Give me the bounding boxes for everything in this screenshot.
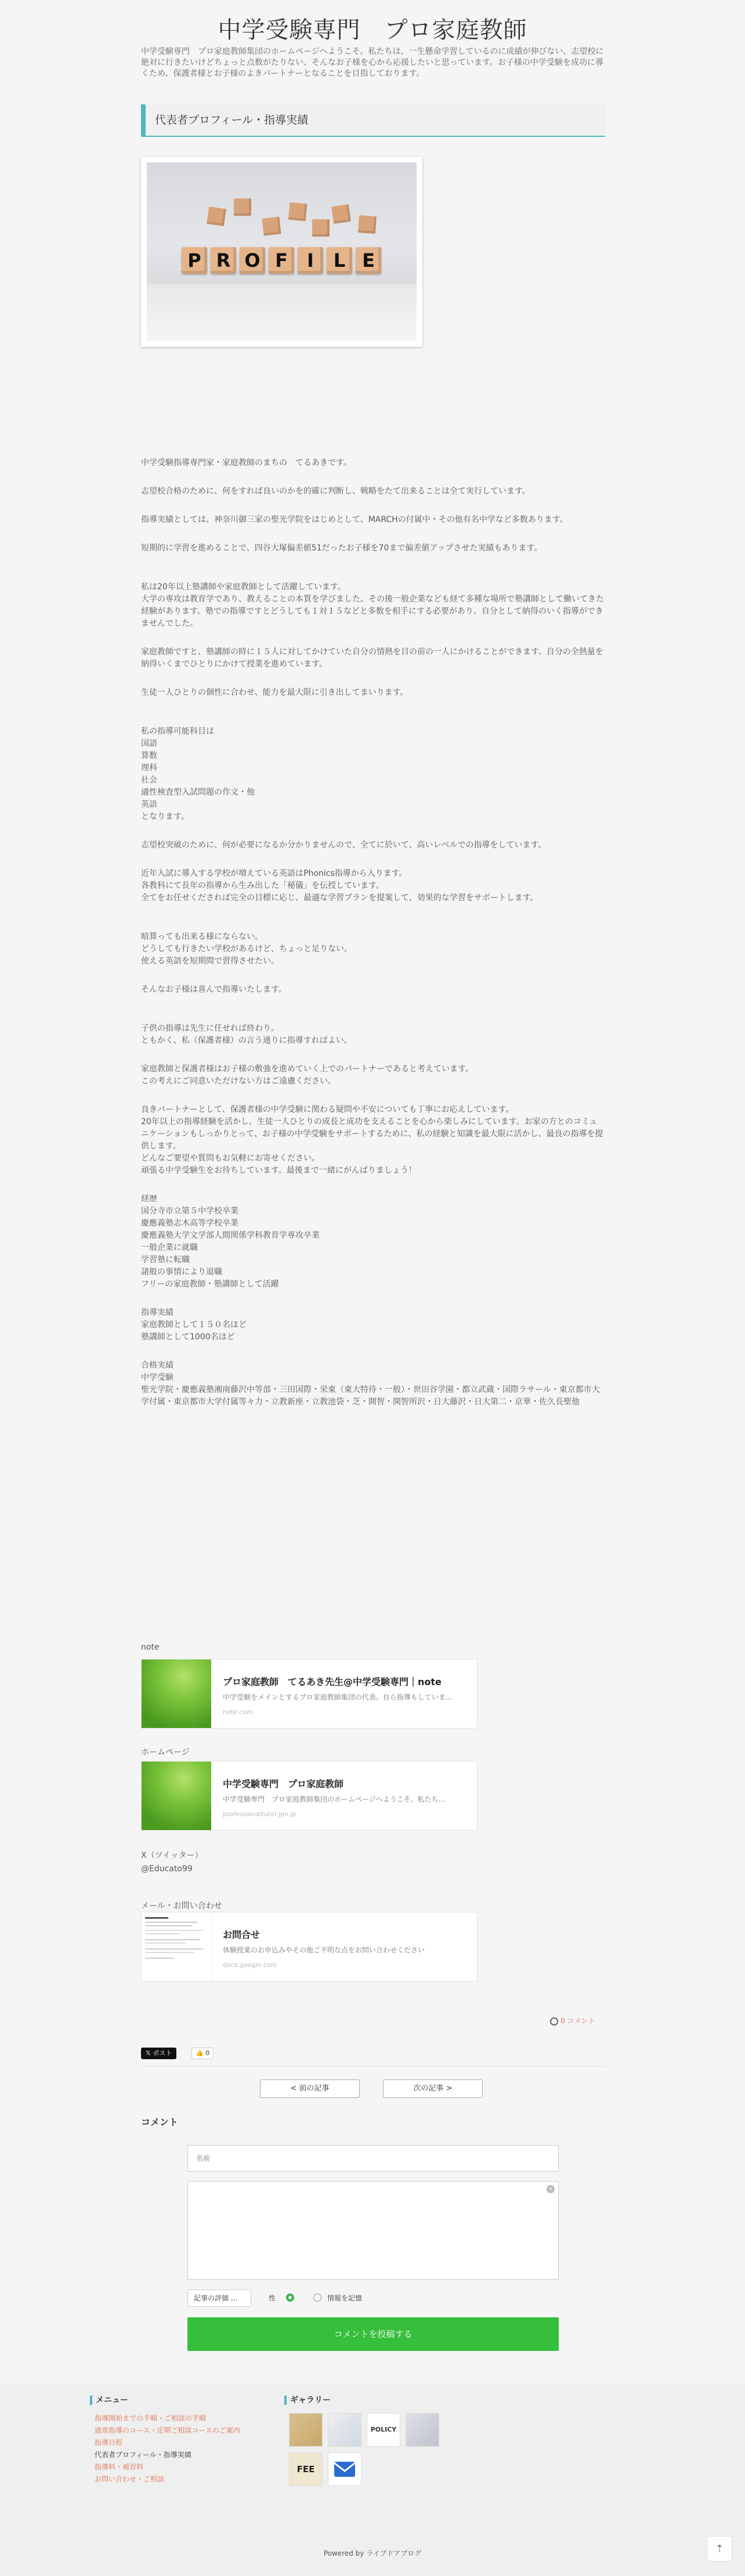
profile-letter-block: P xyxy=(182,247,207,274)
rating-label: 性 xyxy=(269,2294,276,2302)
homepage-card-title: 中学受験専門 プロ家庭教師 xyxy=(223,1778,344,1789)
rating-select[interactable] xyxy=(187,2289,251,2307)
article-paragraph: そんなお子様は喜んで指導いたします。 xyxy=(141,985,287,994)
article-paragraph: 中学受験指導専門家・家庭教師のまちの てるあきです。 xyxy=(141,458,352,468)
footer-menu-item[interactable]: 代表者プロフィール・指導実績 xyxy=(95,2451,191,2459)
article-paragraph: 短期的に学習を進めることで、四谷大塚偏差値51だったお子様を70まで偏差値アップさせた実績もあります。 xyxy=(141,544,543,553)
back-to-top-button[interactable] xyxy=(707,2536,732,2561)
footer-menu-item[interactable]: お問い合わせ・ご相談 xyxy=(95,2475,165,2483)
comment-icon xyxy=(550,2017,558,2026)
gallery-thumb-fee[interactable]: FEE xyxy=(289,2452,323,2486)
clear-icon[interactable]: × xyxy=(547,2185,555,2193)
gallery-thumb-policy[interactable]: POLICY xyxy=(367,2413,400,2447)
remember-info[interactable]: 情報を記憶 xyxy=(327,2294,363,2302)
like-count: 0 xyxy=(205,2049,210,2057)
article-heading: 代表者プロフィール・指導実績 xyxy=(141,104,605,137)
homepage-card-domain: professionaltutor.jpn.jp xyxy=(223,1810,296,1818)
note-card-domain: note.com xyxy=(223,1708,253,1716)
profile-image xyxy=(141,157,422,347)
site-title[interactable]: 中学受験専門 プロ家庭教師 xyxy=(218,17,527,44)
article-body xyxy=(141,441,605,1408)
powered-by[interactable]: Powered by ライブドアブログ xyxy=(323,2549,422,2557)
gallery-thumb-mail[interactable] xyxy=(328,2452,361,2486)
like-icon: 👍 xyxy=(196,2049,206,2057)
profile-letter-block: E xyxy=(356,247,381,274)
arrow-up-icon: ⇡ xyxy=(715,2543,724,2555)
gallery-thumb-1[interactable] xyxy=(289,2413,323,2447)
like-button[interactable] xyxy=(191,2048,214,2059)
next-article-button[interactable]: 次の記事 > xyxy=(383,2079,483,2098)
article-paragraph: 家庭教師と保護者様はお子様の敷強を進めていく上でのパートナーであると考えています。 この考えにご同意いただけない方はご遠慮ください。 xyxy=(141,1064,473,1086)
footer-menu-item[interactable]: 通常指導のコース・定期ご相談コースのご案内 xyxy=(95,2426,240,2434)
mail-label: メール・お問い合わせ xyxy=(141,1901,222,1911)
article-paragraph: 暗算っても出来る様にならない。 どうしても行きたい学校があるけど、ちょっと足りない。 使える英語を短期間で習得させたい。 xyxy=(141,932,352,966)
contact-card-domain: docs.google.com xyxy=(223,1961,277,1969)
article-paragraph: 指導実績としては、神奈川御三家の聖光学院をはじめとして、MARCHの付属中・その他有名中学など多数あります。 xyxy=(141,515,568,524)
note-link-card[interactable] xyxy=(141,1659,478,1729)
profile-letter-block: R xyxy=(211,247,236,274)
contact-link-card[interactable] xyxy=(141,1912,478,1981)
divider xyxy=(141,2066,605,2067)
mail-icon xyxy=(328,2453,361,2486)
x-label: X（ツイッター） xyxy=(141,1851,203,1860)
homepage-label: ホームページ xyxy=(141,1748,190,1757)
article-paragraph: 志望校合格のために、何をすれば良いのかを的確に判断し、戦略をたて出来ることは全て実行しています。 xyxy=(141,487,530,496)
homepage-card-desc: 中学受験専門 プロ家庭教師集団のホームページへようこそ。私たち… xyxy=(223,1795,446,1803)
comment-heading: コメント xyxy=(141,2117,179,2128)
rating-radio-on[interactable] xyxy=(286,2293,298,2302)
profile-letter-block: L xyxy=(327,247,352,274)
profile-letter-block: I xyxy=(298,247,323,274)
article-paragraph: 志望校突破のために、何が必要になるか分かりませんので、全てに於いて、高いレベルでの指導をしています。 xyxy=(141,840,547,850)
note-card-title: プロ家庭教師 てるあき先生@中学受験専門｜note xyxy=(223,1676,442,1687)
rating-select-label: 記事の評価 ... xyxy=(194,2294,238,2302)
contact-card-desc: 体験授業のお申込みやその他ご不明な点をお問い合わせください xyxy=(223,1946,425,1954)
footer-menu-item[interactable]: 指導開始までの手順・ご相談の手順 xyxy=(95,2414,207,2422)
submit-comment-button[interactable]: コメントを投稿する xyxy=(187,2317,559,2351)
footer-gallery-title: ギャラリー xyxy=(284,2396,331,2405)
rating-radio-off[interactable] xyxy=(313,2293,325,2302)
contact-card-title: お問合せ xyxy=(223,1929,261,1940)
comment-count-link[interactable] xyxy=(550,2016,595,2026)
site-description: 中学受験専門 プロ家庭教師集団のホームページへようこそ。私たちは、一生懸命学習しているのに成績が伸びない、志望校に絶対に行きたいけどちょっと点数がたりない、そんなお子様を心から応援したいと思っています。お子様の中学受験を成功に導くため、保護者様とお子様のよきパートナーとなることを目指しております。 xyxy=(141,47,604,78)
prev-article-button[interactable]: < 前の記事 xyxy=(260,2079,360,2098)
gallery-thumb-4[interactable] xyxy=(406,2413,439,2447)
article-paragraph: 合格実績 中学受験 聖光学院・慶應義塾湘南藤沢中等部・三田国際・栄東（東大特待・一般）・世田谷学園・都立武蔵・国際ラサール・東京都市大学付属・東京都市大学付属等々力・立教新座・立教池袋・芝・開智・開智所沢・日大藤沢・日大第二・京華・佐久長聖他 xyxy=(141,1361,600,1407)
profile-letter-block: F xyxy=(269,247,294,274)
article-paragraph: 近年入試に導入する学校が増えている英語はPhonics指導から入ります。 各教科にて長年の指導から生み出した「秘儀」を伝授しています。 全てをお任せくだされば完全の目標に応じ、最適な学習プランを提案して、効果的な学習をサポートします。 xyxy=(141,869,538,903)
homepage-link-card[interactable] xyxy=(141,1761,478,1831)
article-paragraph: 家庭教師ですと、塾講師の時に１５人に対してかけていた自分の情熱を目の前の一人にかけることができます。自分の全熱量を納得いくまでひとりにかけて授業を進めています。 xyxy=(141,647,603,669)
comment-count-text: 0 コメント xyxy=(560,2017,595,2025)
article-paragraph: 経歴 国分寺市立第５中学校卒業 慶應義塾志木高等学校卒業 慶應義塾大学文学部人間関係学科教育学専攻卒業 一般企業に就職 学習塾に転職 諸般の事情により退職 フリーの家庭教師・塾講師として活躍 xyxy=(141,1194,320,1289)
article-paragraph: 生徒一人ひとりの個性に合わせ、能力を最大限に引き出してまいります。 xyxy=(141,688,408,697)
article-paragraph: 指導実績 家庭教師として１５０名ほど 塾講師として1000名ほど xyxy=(141,1308,247,1342)
article-paragraph: 良きパートナーとして、保護者様の中学受験に関わる疑問や不安についても丁寧にお応えしています。 20年以上の指導経験を活かし、生徒一人ひとりの成長と成功を支えることを心から楽しみにしています。お家の方とのコミュニケーションもしっかりとって、お子様の中学受験をサポートするために、私の経験と知識を最大限に活かし、最良の指導を提供します。 どんなご要望や質問もお気軽にお寄せください。 頑張る中学受験生をお待ちしています。最後まで一緒にがんばりましょう！ xyxy=(141,1105,603,1175)
footer-menu-title: メニュー xyxy=(90,2396,128,2405)
article-paragraph: 私は20年以上塾講師や家庭教師として活躍しています。 大学の専攻は教育学であり、教えることの本質を学びました。その後一般企業なども経て多種な場所で塾講師として働いてきた経験があります。塾での指導ですとどうしても１対１５などと多数を相手にする必要があり、自分として納得のいく指導ができませんでした。 xyxy=(141,582,604,628)
article-paragraph: 私の指導可能科目は 国語 算数 理科 社会 適性検査型入試問題の作文・他 英語 となります。 xyxy=(141,727,255,821)
footer-menu-item[interactable]: 指導日程 xyxy=(95,2439,123,2447)
gallery-thumb-2[interactable] xyxy=(328,2413,361,2447)
profile-letter-block: O xyxy=(240,247,265,274)
footer-menu-item[interactable]: 指導料・補習料 xyxy=(95,2463,144,2471)
x-icon: 𝕏 xyxy=(146,2049,153,2057)
contact-thumbnail xyxy=(142,1912,212,1981)
note-card-desc: 中学受験をメインとするプロ家庭教師集団の代表。自ら指導もしていま… xyxy=(223,1693,453,1701)
article-paragraph: 子供の指導は先生に任せれば終わり。 ともかく、私（保護者様）の言う通りに指導すればよい。 xyxy=(141,1024,352,1045)
footer xyxy=(0,2384,745,2576)
x-post-button[interactable] xyxy=(141,2048,176,2059)
homepage-thumbnail xyxy=(142,1762,211,1830)
note-thumbnail xyxy=(142,1660,211,1728)
x-post-label: ポスト xyxy=(153,2049,172,2057)
comment-name-input[interactable] xyxy=(187,2145,559,2172)
x-handle[interactable]: @Educato99 xyxy=(141,1864,193,1874)
comment-body-textarea[interactable] xyxy=(187,2181,559,2280)
note-label: note xyxy=(141,1643,160,1652)
